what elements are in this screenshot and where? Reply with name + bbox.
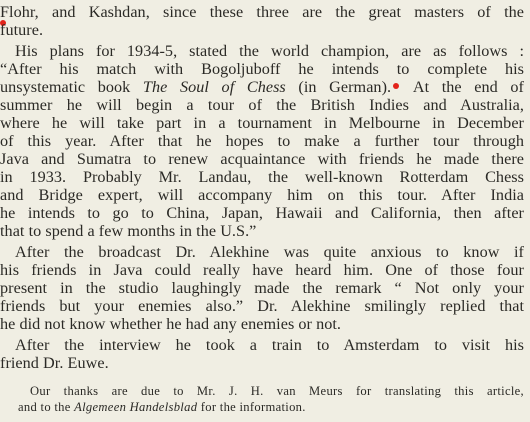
text-line (0, 204, 524, 222)
line-text: of this year. After that he hopes to make a further tour through (0, 132, 524, 150)
line-text: unsystematic book (0, 78, 143, 96)
text-line (0, 114, 524, 132)
text-line (0, 150, 524, 168)
footnote-text: for the information. (197, 400, 306, 414)
line-text: “After his match with Bogoljuboff he intends to complete his (0, 60, 524, 78)
line-text: in 1933. Probably Mr. Landau, the well-known Rotterdam Chess (0, 168, 524, 186)
text-line (0, 186, 524, 204)
text-line (0, 297, 524, 315)
line-text: (in German). (285, 78, 392, 96)
footnote-text: and to the (18, 400, 75, 414)
footnote-line (30, 384, 524, 399)
text-line (0, 42, 524, 60)
text-line (0, 21, 524, 39)
line-text: At the end of (401, 78, 524, 96)
line-text: friend Dr. Euwe. (0, 354, 109, 372)
line-text: he did not know whether he had any enemies or not. (0, 315, 341, 333)
text-line (0, 3, 524, 21)
text-line (0, 168, 524, 186)
line-text: that to spend a few months in the U.S.” (0, 222, 257, 240)
line-text: Flohr, and Kashdan, since these three are the great masters of the (0, 3, 524, 21)
text-line (0, 315, 524, 333)
line-text: future. (0, 21, 44, 39)
line-text: and Bridge expert, will accompany him on this tour. After India (0, 186, 524, 204)
book-title: The Soul of Chess (142, 78, 286, 96)
text-line (0, 222, 524, 240)
line-text: summer he will begin a tour of the British Indies and Australia, (0, 96, 524, 114)
text-line (0, 354, 524, 372)
text-line (0, 243, 524, 261)
line-text: he intends to go to China, Japan, Hawaii and California, then after (0, 204, 524, 222)
text-line (0, 261, 524, 279)
text-line (0, 279, 524, 297)
text-line (0, 96, 524, 114)
line-text: friends but your enemies also.” Dr. Alekhine smilingly replied that (0, 297, 524, 315)
line-text: After the broadcast Dr. Alekhine was quite anxious to know if (15, 243, 524, 261)
text-line (0, 60, 524, 78)
text-line (0, 336, 524, 354)
newspaper-name: Algemeen Handelsblad (74, 400, 198, 414)
line-text: His plans for 1934-5, stated the world champion, are as follows : (15, 42, 524, 60)
footnote-text: Our thanks are due to Mr. J. H. van Meurs for translating this article, (30, 384, 524, 398)
line-text: his friends in Java could really have heard him. One of those four (0, 261, 524, 279)
footnote-line (18, 400, 524, 415)
line-text: present in the studio laughingly made the remark “ Not only your (0, 279, 524, 297)
text-line (0, 132, 524, 150)
red-marker-dot (393, 83, 399, 89)
line-text: Java and Sumatra to renew acquaintance with friends he made there (0, 150, 524, 168)
line-text: After the interview he took a train to Amsterdam to visit his (15, 336, 524, 354)
line-text: where he will take part in a tournament in Melbourne in December (0, 114, 524, 132)
text-line (0, 78, 524, 96)
